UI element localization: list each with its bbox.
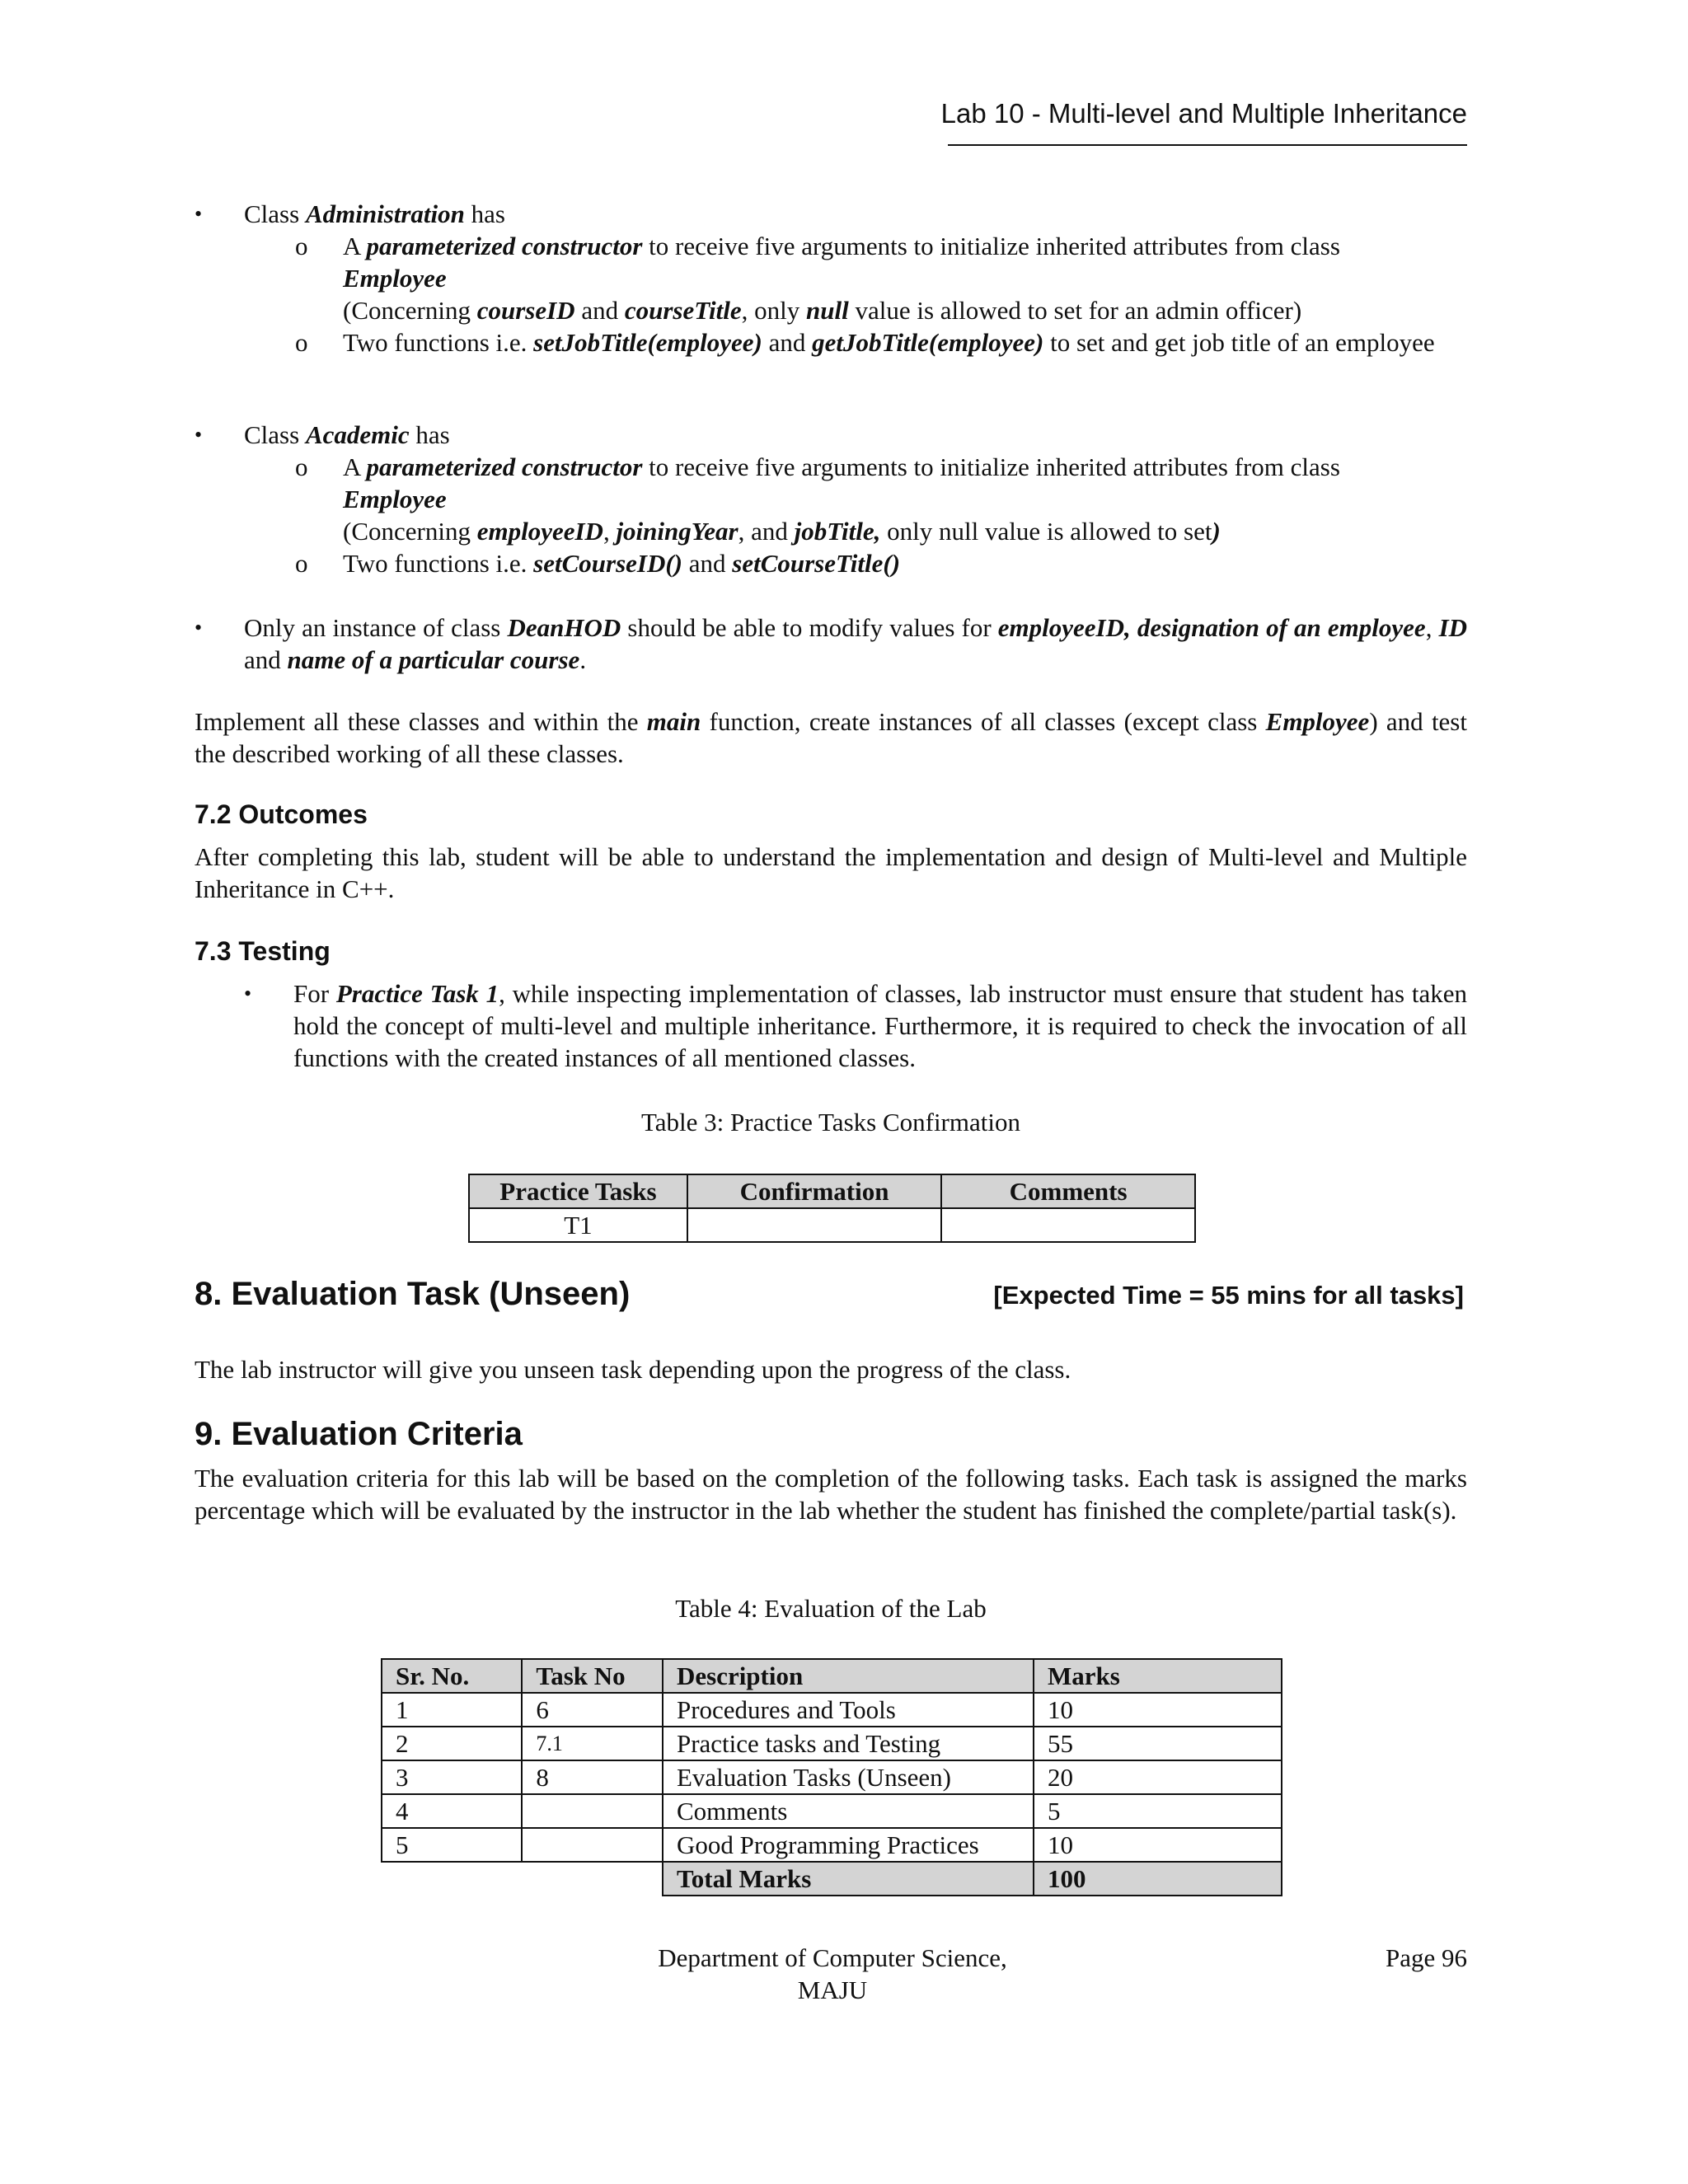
total-marks-label: Total Marks — [663, 1862, 1034, 1896]
academic-constructor-text: A parameterized constructor to receive five arguments to initialize inherited attributes from class — [343, 452, 1340, 481]
bullet-icon: • — [195, 423, 203, 447]
table3-header-cell: Practice Tasks — [469, 1174, 687, 1208]
table4-cell: 7.1 — [522, 1727, 663, 1760]
administration-constructor-note: (Concerning courseID and courseTitle, only null value is allowed to set for an admin officer) — [343, 296, 1302, 325]
class-name-academic: Academic — [305, 420, 410, 449]
table4-cell: 55 — [1034, 1727, 1282, 1760]
section-heading-testing: 7.3 Testing — [195, 936, 331, 966]
table-row — [382, 1828, 1282, 1862]
table4-header-cell: Description — [663, 1659, 1034, 1693]
header-divider — [948, 144, 1467, 146]
table-row — [382, 1693, 1282, 1727]
page-number: Page 96 — [1385, 1943, 1467, 1972]
table4-cell: 8 — [522, 1760, 663, 1794]
table4-header-cell: Task No — [522, 1659, 663, 1693]
implement-paragraph: Implement all these classes and within the main function, create instances of all classes (except class Employee) and test the described working of all these classes. — [195, 707, 1467, 768]
testing-paragraph: For Practice Task 1, while inspecting implementation of classes, lab instructor must ensure that student has taken hold the concept of multi-level and multiple inheritance. Furthermore, it is required to check the invocation of all functions with the created instances of all mentioned classes. — [293, 979, 1467, 1072]
academic-functions-text: Two functions i.e. setCourseID() and setCourseTitle() — [343, 549, 901, 578]
table4-cell: 5 — [382, 1828, 522, 1862]
table-row — [382, 1727, 1282, 1760]
table4-cell: 6 — [522, 1693, 663, 1727]
table4-cell: Comments — [663, 1794, 1034, 1828]
table4-cell: 2 — [382, 1727, 522, 1760]
administration-functions-text: Two functions i.e. setJobTitle(employee) and getJobTitle(employee) to set and get job title of an employee — [343, 328, 1435, 357]
table4-cell: 3 — [382, 1760, 522, 1794]
footer-department: Department of Computer Science, MAJU — [658, 1943, 1007, 2004]
table4-caption: Table 4: Evaluation of the Lab — [675, 1594, 987, 1623]
table4-cell: Good Programming Practices — [663, 1828, 1034, 1862]
outcomes-paragraph: After completing this lab, student will be able to understand the implementation and design of Multi-level and Multiple Inheritance in C++. — [195, 842, 1467, 903]
evaluation-task-paragraph: The lab instructor will give you unseen task depending upon the progress of the class. — [195, 1355, 1071, 1384]
page-header-title: Lab 10 - Multi-level and Multiple Inheritance — [940, 98, 1467, 129]
sub-bullet-icon: o — [295, 452, 308, 481]
table4-cell: 1 — [382, 1693, 522, 1727]
total-marks-value: 100 — [1034, 1862, 1282, 1896]
deanhod-text: Only an instance of class DeanHOD should be able to modify values for employeeID, designation of an employee, ID and name of a particular course. — [244, 613, 1468, 674]
table4-cell: 20 — [1034, 1760, 1282, 1794]
expected-time-note: [Expected Time = 55 mins for all tasks] — [993, 1281, 1464, 1310]
evaluation-table — [381, 1658, 1282, 1896]
evaluation-criteria-paragraph: The evaluation criteria for this lab will be based on the completion of the following tasks. Each task is assigned the marks percentage which will be evaluated by the instructor in the lab whether the student has finished the complete/partial task(s). — [195, 1464, 1467, 1525]
sub-bullet-icon: o — [295, 232, 308, 260]
academic-constructor-class: Employee — [343, 485, 447, 513]
table3-caption: Table 3: Practice Tasks Confirmation — [641, 1108, 1020, 1137]
bullet-icon: • — [244, 982, 252, 1005]
section-heading-outcomes: 7.2 Outcomes — [195, 799, 368, 829]
table3-cell: T1 — [469, 1208, 687, 1242]
table4-cell — [522, 1828, 663, 1862]
table4-cell: Procedures and Tools — [663, 1693, 1034, 1727]
table4-cell — [522, 1794, 663, 1828]
table4-cell: 5 — [1034, 1794, 1282, 1828]
table-row — [469, 1208, 1195, 1242]
table4-header-cell: Marks — [1034, 1659, 1282, 1693]
section-heading-evaluation-criteria: 9. Evaluation Criteria — [195, 1416, 523, 1452]
table3-cell — [687, 1208, 941, 1242]
table4-cell: 10 — [1034, 1828, 1282, 1862]
academic-lead: Class Academic has — [244, 420, 450, 449]
table-row — [382, 1794, 1282, 1828]
section-heading-evaluation-task: 8. Evaluation Task (Unseen) — [195, 1276, 631, 1312]
sub-bullet-icon: o — [295, 328, 308, 357]
table3-cell — [941, 1208, 1195, 1242]
bullet-icon: • — [195, 616, 203, 640]
sub-bullet-icon: o — [295, 549, 308, 578]
administration-constructor-class: Employee — [343, 264, 447, 293]
bullet-icon: • — [195, 202, 203, 226]
table3-header-cell: Comments — [941, 1174, 1195, 1208]
table4-cell: 4 — [382, 1794, 522, 1828]
table3-header-cell: Confirmation — [687, 1174, 941, 1208]
table4-cell: Practice tasks and Testing — [663, 1727, 1034, 1760]
table4-cell: Evaluation Tasks (Unseen) — [663, 1760, 1034, 1794]
table-total-row — [382, 1862, 1282, 1896]
academic-constructor-note: (Concerning employeeID, joiningYear, and jobTitle, only null value is allowed to set) — [343, 517, 1221, 546]
administration-constructor-text: A parameterized constructor to receive five arguments to initialize inherited attributes from class — [343, 232, 1340, 260]
table-row — [382, 1760, 1282, 1794]
class-name-administration: Administration — [305, 199, 465, 228]
administration-lead: Class Administration has — [244, 199, 505, 228]
table4-cell: 10 — [1034, 1693, 1282, 1727]
practice-tasks-table — [468, 1174, 1196, 1243]
table4-header-cell: Sr. No. — [382, 1659, 522, 1693]
